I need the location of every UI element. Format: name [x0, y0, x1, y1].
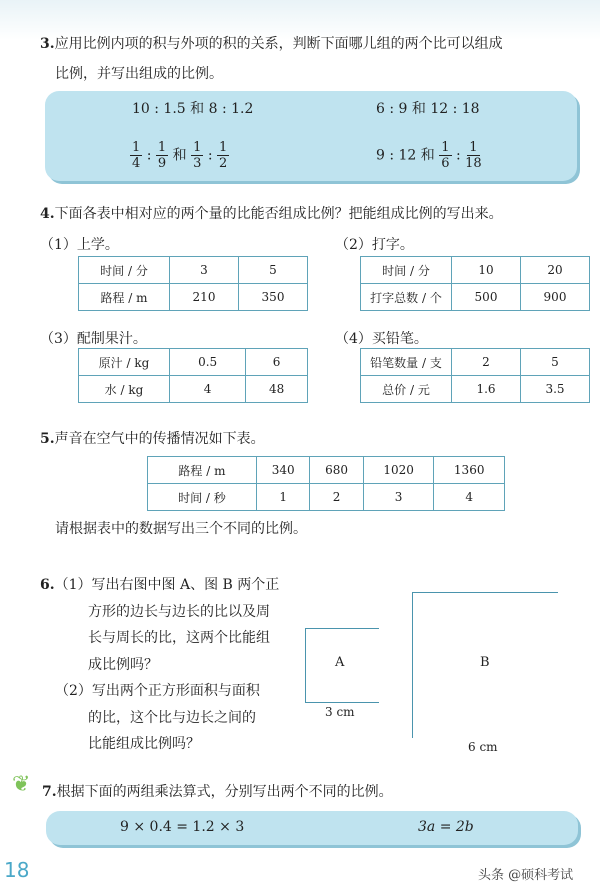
- q6-line: 比能组成比例吗？: [88, 736, 200, 752]
- square-a-label: A: [335, 655, 345, 670]
- table-cell: 2: [452, 349, 521, 376]
- q3-line2: 比例，并写出组成的比例。: [55, 66, 223, 82]
- table-cell: 原汁 / kg: [79, 349, 170, 376]
- table-cell: 打字总数 / 个: [361, 284, 452, 311]
- table-cell: 3.5: [521, 376, 590, 403]
- q4-table-label: （1）上学。: [40, 237, 119, 253]
- page-number: 18: [4, 858, 30, 882]
- table-row: [361, 376, 590, 403]
- table-cell: 350: [239, 284, 308, 311]
- q4-table: [78, 348, 308, 403]
- q5-prompt: 请根据表中的数据写出三个不同的比例。: [55, 521, 307, 537]
- q3-item-a: 10 : 1.5 和 8 : 1.2: [132, 101, 254, 117]
- table-cell: 铅笔数量 / 支: [361, 349, 452, 376]
- q6-line: 长与周长的比，这两个比能组: [88, 630, 270, 646]
- table-cell: 1020: [363, 457, 434, 484]
- q4-table-label: （4）买铅笔。: [335, 331, 428, 347]
- table-row: [79, 284, 308, 311]
- table-cell: 水 / kg: [79, 376, 170, 403]
- q3-box: [45, 91, 577, 181]
- square-a-side: 3 cm: [325, 705, 355, 719]
- table-cell: 340: [256, 457, 309, 484]
- table-cell: 时间 / 秒: [148, 484, 257, 511]
- q6-line: （2）写出两个正方形面积与面积: [55, 683, 260, 699]
- table-cell: 0.5: [170, 349, 246, 376]
- q7-eq2: 3a = 2b: [418, 819, 474, 835]
- q5-title: 5.声音在空气中的传播情况如下表。: [40, 431, 265, 447]
- q4-table: [360, 348, 590, 403]
- q4-table: [360, 256, 590, 311]
- table-cell: 5: [239, 257, 308, 284]
- square-b-label: B: [480, 655, 490, 670]
- q3-item-c: $\frac{1}{4}$ : $\frac{1}{9}$ 和 $\frac{1}{3}$ : $\frac{1}{2}$: [132, 140, 228, 171]
- table-cell: 1.6: [452, 376, 521, 403]
- table-cell: 2: [310, 484, 363, 511]
- q6-line: 方形的边长与边长的比以及周: [88, 603, 270, 620]
- table-cell: 48: [246, 376, 308, 403]
- q6-line: 成比例吗？: [88, 656, 158, 673]
- table-row: [148, 457, 505, 484]
- square-b-side: 6 cm: [468, 740, 498, 754]
- table-row: [79, 376, 308, 403]
- table-row: [361, 349, 590, 376]
- watermark: 头条 @硕科考试: [478, 868, 574, 883]
- q6-line: 的比，这个比与边长之间的: [88, 709, 256, 726]
- table-cell: 1360: [434, 457, 505, 484]
- table-cell: 500: [452, 284, 521, 311]
- table-cell: 路程 / m: [79, 284, 170, 311]
- table-row: [361, 284, 590, 311]
- table-row: [79, 257, 308, 284]
- q3-item-b: 6 : 9 和 12 : 18: [376, 101, 480, 117]
- table-cell: 路程 / m: [148, 457, 257, 484]
- table-cell: 10: [452, 257, 521, 284]
- q7-title: 7.根据下面的两组乘法算式，分别写出两个不同的比例。: [42, 784, 393, 800]
- table-cell: 时间 / 分: [79, 257, 170, 284]
- table-cell: 1: [256, 484, 309, 511]
- q3-line1: 3.应用比例内项的积与外项的积的关系，判断下面哪儿组的两个比可以组成: [40, 36, 503, 52]
- table-cell: 20: [521, 257, 590, 284]
- table-cell: 3: [170, 257, 239, 284]
- table-cell: 5: [521, 349, 590, 376]
- table-row: [361, 257, 590, 284]
- q4-table-label: （2）打字。: [335, 237, 414, 253]
- q4-table-label: （3）配制果汁。: [40, 331, 147, 347]
- table-cell: 210: [170, 284, 239, 311]
- table-cell: 3: [363, 484, 434, 511]
- table-cell: 总价 / 元: [361, 376, 452, 403]
- q4-table: [78, 256, 308, 311]
- mascot-icon: ❦: [12, 772, 31, 797]
- table-row: [148, 484, 505, 511]
- table-row: [79, 349, 308, 376]
- q3-item-d: 9 : 12 和 $\frac{1}{6}$ : $\frac{1}{18}$: [376, 140, 482, 171]
- q6-line: 6.（1）写出右图中图 A、图 B 两个正: [40, 577, 280, 593]
- q7-eq1: 9 × 0.4 = 1.2 × 3: [120, 819, 245, 835]
- table-cell: 时间 / 分: [361, 257, 452, 284]
- q6-number: 6.: [40, 577, 55, 593]
- table-cell: 6: [246, 349, 308, 376]
- q4-title: 4.下面各表中相对应的两个量的比能否组成比例？把能组成比例的写出来。: [40, 206, 503, 222]
- table-cell: 900: [521, 284, 590, 311]
- q5-table: [147, 456, 505, 511]
- table-cell: 4: [170, 376, 246, 403]
- table-cell: 4: [434, 484, 505, 511]
- table-cell: 680: [310, 457, 363, 484]
